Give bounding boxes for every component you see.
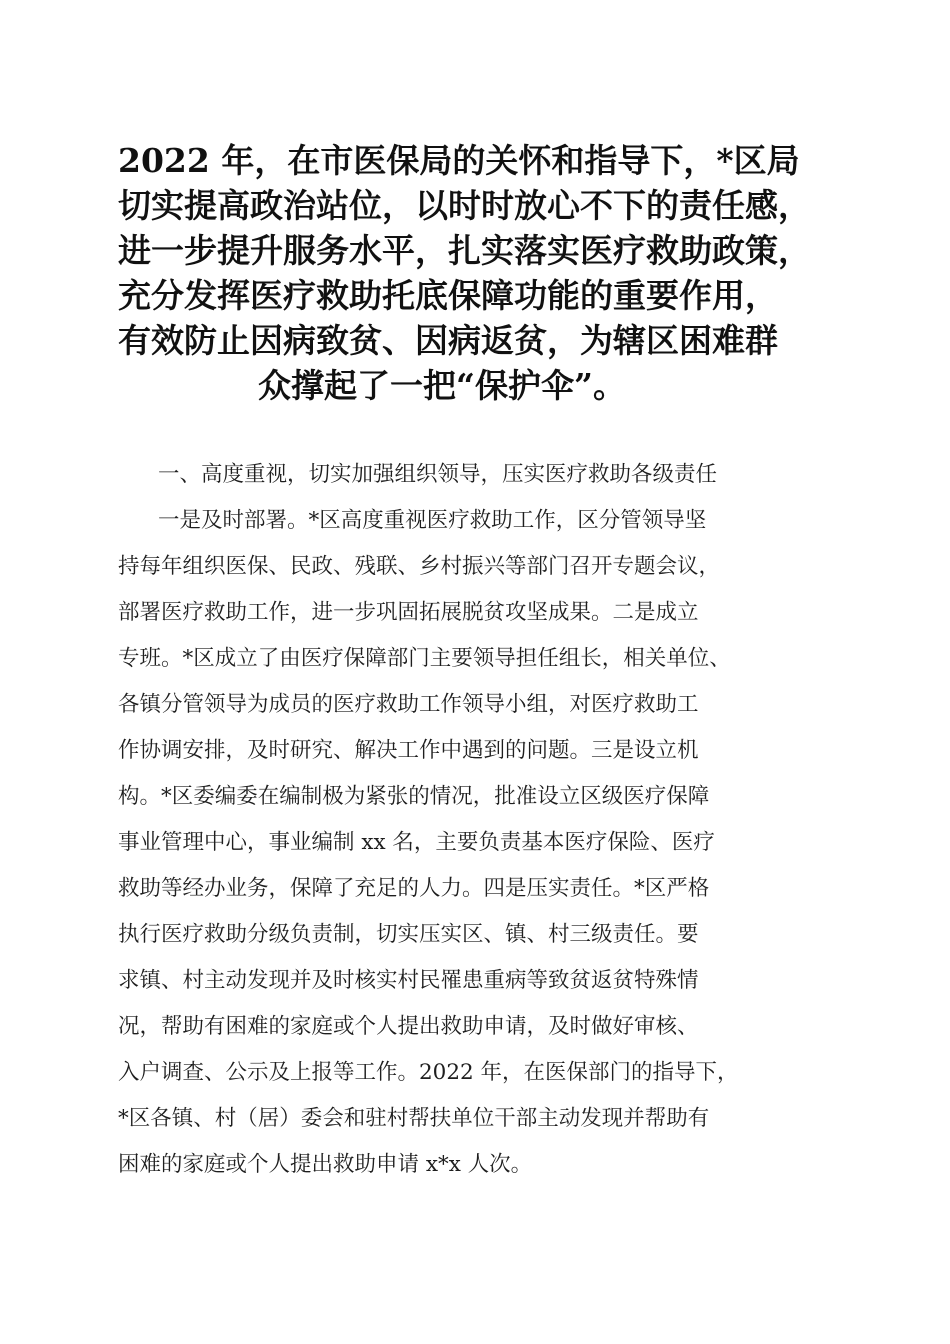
- title-line: 2022 年，在市医保局的关怀和指导下，*区局: [118, 141, 800, 180]
- paragraph-line: 入户调查、公示及上报等工作。2022 年，在医保部门的指导下，: [118, 1060, 739, 1085]
- paragraph-line: 各镇分管领导为成员的医疗救助工作领导小组，对医疗救助工: [118, 692, 699, 717]
- document-body: [118, 452, 838, 1188]
- paragraph-line: 专班。*区成立了由医疗保障部门主要领导担任组长，相关单位、: [118, 646, 731, 671]
- paragraph-line: 持每年组织医保、民政、残联、乡村振兴等部门召开专题会议，: [118, 554, 721, 579]
- paragraph-line: 执行医疗救助分级负责制，切实压实区、镇、村三级责任。要: [118, 922, 699, 947]
- paragraph-line: 作协调安排，及时研究、解决工作中遇到的问题。三是设立机: [118, 738, 699, 763]
- section-heading: 一、高度重视，切实加强组织领导，压实医疗救助各级责任: [158, 462, 718, 487]
- paragraph-line: 况，帮助有困难的家庭或个人提出救助申请，及时做好审核、: [118, 1014, 699, 1039]
- paragraph-line: 求镇、村主动发现并及时核实村民罹患重病等致贫返贫特殊情: [118, 968, 699, 993]
- document-title: [118, 138, 848, 408]
- paragraph-line: 构。*区委编委在编制极为紧张的情况，批准设立区级医疗保障: [118, 784, 710, 809]
- title-line: 充分发挥医疗救助托底保障功能的重要作用，: [118, 276, 778, 315]
- title-line: 进一步提升服务水平，扎实落实医疗救助政策，: [118, 231, 811, 270]
- title-line: 有效防止因病致贫、因病返贫，为辖区困难群: [118, 321, 778, 360]
- paragraph-line: *区各镇、村（居）委会和驻村帮扶单位干部主动发现并帮助有: [118, 1106, 710, 1131]
- paragraph: [118, 498, 838, 1188]
- paragraph-line: 事业管理中心，事业编制 xx 名，主要负责基本医疗保险、医疗: [118, 830, 715, 855]
- title-line: 众撑起了一把“保护伞”。: [258, 366, 626, 405]
- title-line: 切实提高政治站位，以时时放心不下的责任感，: [118, 186, 811, 225]
- paragraph-line: 救助等经办业务，保障了充足的人力。四是压实责任。*区严格: [118, 876, 710, 901]
- paragraph-line: 部署医疗救助工作，进一步巩固拓展脱贫攻坚成果。二是成立: [118, 600, 699, 625]
- paragraph-line: 困难的家庭或个人提出救助申请 x*x 人次。: [118, 1152, 533, 1177]
- paragraph-line: 一是及时部署。*区高度重视医疗救助工作，区分管领导坚: [158, 508, 707, 533]
